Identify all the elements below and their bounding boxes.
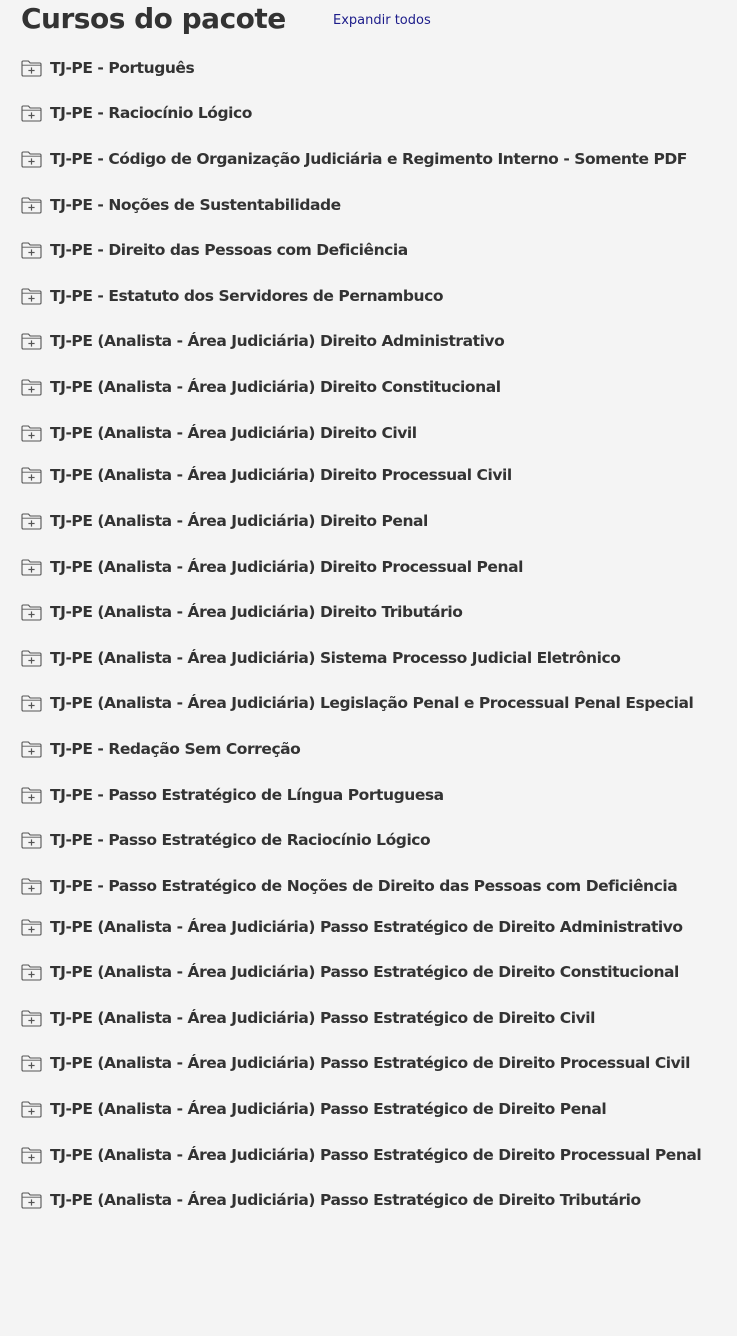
course-item[interactable]: [21, 1007, 595, 1029]
course-title: TJ-PE (Analista - Área Judiciária) Direito Penal: [50, 512, 428, 530]
folder-plus-icon: [21, 151, 42, 168]
page-header: [21, 0, 721, 40]
course-title: TJ-PE - Português: [50, 59, 195, 77]
expand-all-link[interactable]: Expandir todos: [333, 13, 431, 28]
folder-plus-icon: [21, 832, 42, 849]
course-title: TJ-PE - Código de Organização Judiciária e Regimento Interno - Somente PDF: [50, 150, 687, 168]
course-item[interactable]: [21, 875, 677, 897]
course-item[interactable]: [21, 556, 523, 578]
folder-plus-icon: [21, 1101, 42, 1118]
folder-plus-icon: [21, 1192, 42, 1209]
course-item[interactable]: [21, 102, 252, 124]
course-title: TJ-PE - Passo Estratégico de Língua Portuguesa: [50, 786, 444, 804]
folder-plus-icon: [21, 288, 42, 305]
course-title: TJ-PE - Passo Estratégico de Noções de Direito das Pessoas com Deficiência: [50, 877, 678, 895]
folder-plus-icon: [21, 513, 42, 530]
folder-plus-icon: [21, 741, 42, 758]
course-title: TJ-PE - Redação Sem Correção: [50, 740, 301, 758]
course-item[interactable]: [21, 510, 428, 532]
course-title: TJ-PE (Analista - Área Judiciária) Passo Estratégico de Direito Constitucional: [50, 963, 679, 981]
folder-plus-icon: [21, 787, 42, 804]
course-title: TJ-PE - Raciocínio Lógico: [50, 104, 252, 122]
course-item[interactable]: [21, 784, 444, 806]
folder-plus-icon: [21, 60, 42, 77]
course-item[interactable]: [21, 647, 620, 669]
course-item[interactable]: [21, 239, 408, 261]
course-item[interactable]: [21, 692, 693, 714]
folder-plus-icon: [21, 1055, 42, 1072]
course-title: TJ-PE - Passo Estratégico de Raciocínio Lógico: [50, 831, 431, 849]
course-title: TJ-PE (Analista - Área Judiciária) Direito Constitucional: [50, 378, 501, 396]
course-title: TJ-PE - Estatuto dos Servidores de Pernambuco: [50, 287, 444, 305]
course-title: TJ-PE (Analista - Área Judiciária) Passo Estratégico de Direito Processual Civil: [50, 1054, 691, 1072]
folder-plus-icon: [21, 559, 42, 576]
folder-plus-icon: [21, 467, 42, 484]
course-item[interactable]: [21, 464, 512, 486]
folder-plus-icon: [21, 242, 42, 259]
course-title: TJ-PE (Analista - Área Judiciária) Direito Civil: [50, 424, 417, 442]
page-title: Cursos do pacote: [21, 2, 286, 35]
course-item[interactable]: [21, 829, 430, 851]
folder-plus-icon: [21, 1147, 42, 1164]
course-item[interactable]: [21, 1189, 641, 1211]
course-item[interactable]: [21, 1098, 606, 1120]
course-item[interactable]: [21, 422, 417, 444]
course-title: TJ-PE (Analista - Área Judiciária) Direito Tributário: [50, 603, 463, 621]
folder-plus-icon: [21, 878, 42, 895]
course-title: TJ-PE - Noções de Sustentabilidade: [50, 196, 341, 214]
course-item[interactable]: [21, 738, 300, 760]
course-item[interactable]: [21, 194, 341, 216]
course-title: TJ-PE (Analista - Área Judiciária) Passo Estratégico de Direito Administrativo: [50, 918, 683, 936]
folder-plus-icon: [21, 197, 42, 214]
folder-plus-icon: [21, 333, 42, 350]
folder-plus-icon: [21, 425, 42, 442]
course-title: TJ-PE (Analista - Área Judiciária) Passo Estratégico de Direito Civil: [50, 1009, 595, 1027]
course-title: TJ-PE (Analista - Área Judiciária) Direito Processual Civil: [50, 466, 512, 484]
course-title: TJ-PE (Analista - Área Judiciária) Passo Estratégico de Direito Processual Penal: [50, 1146, 702, 1164]
folder-plus-icon: [21, 105, 42, 122]
course-item[interactable]: [21, 601, 462, 623]
course-item[interactable]: [21, 376, 501, 398]
folder-plus-icon: [21, 964, 42, 981]
course-title: TJ-PE - Direito das Pessoas com Deficiência: [50, 241, 408, 259]
course-item[interactable]: [21, 148, 687, 170]
course-title: TJ-PE (Analista - Área Judiciária) Passo Estratégico de Direito Penal: [50, 1100, 607, 1118]
course-title: TJ-PE (Analista - Área Judiciária) Legislação Penal e Processual Penal Especial: [50, 694, 694, 712]
folder-plus-icon: [21, 695, 42, 712]
folder-plus-icon: [21, 1010, 42, 1027]
course-item[interactable]: [21, 1144, 701, 1166]
folder-plus-icon: [21, 604, 42, 621]
course-item[interactable]: [21, 330, 504, 352]
course-item[interactable]: [21, 285, 443, 307]
folder-plus-icon: [21, 650, 42, 667]
course-title: TJ-PE (Analista - Área Judiciária) Direito Processual Penal: [50, 558, 523, 576]
course-title: TJ-PE (Analista - Área Judiciária) Sistema Processo Judicial Eletrônico: [50, 649, 621, 667]
course-item[interactable]: [21, 57, 194, 79]
course-title: TJ-PE (Analista - Área Judiciária) Passo Estratégico de Direito Tributário: [50, 1191, 641, 1209]
course-item[interactable]: [21, 961, 679, 983]
course-item[interactable]: [21, 1052, 690, 1074]
course-item[interactable]: [21, 916, 683, 938]
course-title: TJ-PE (Analista - Área Judiciária) Direito Administrativo: [50, 332, 505, 350]
folder-plus-icon: [21, 919, 42, 936]
folder-plus-icon: [21, 379, 42, 396]
